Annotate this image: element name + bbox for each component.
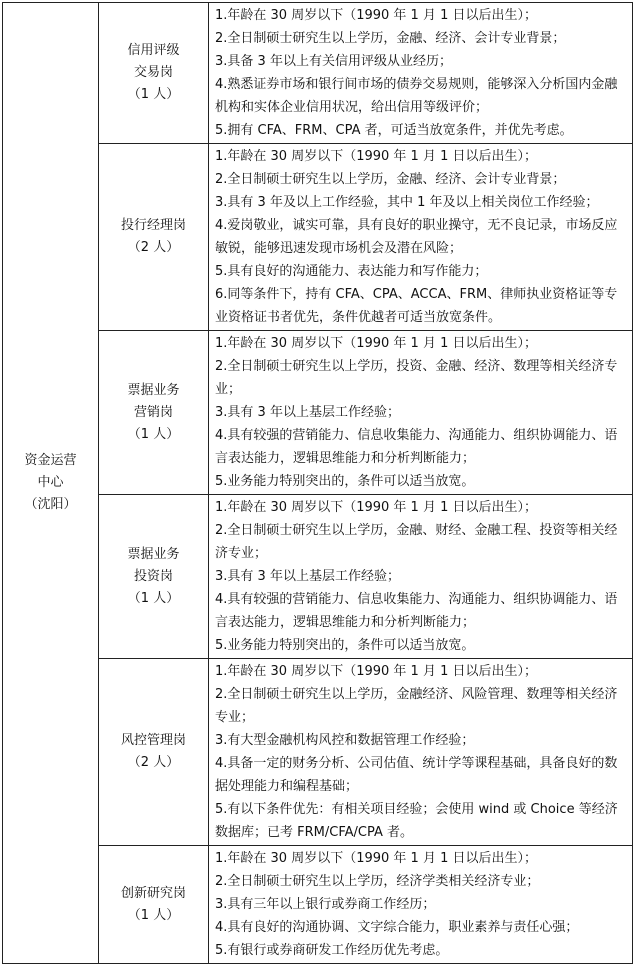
position-headcount: （1 人） (127, 87, 180, 102)
department-location: （沈阳） (24, 497, 77, 512)
position-title-line: 风控管理岗 (120, 733, 186, 748)
position-headcount: （1 人） (127, 426, 180, 442)
table-row (3, 3, 633, 144)
requirements-cell (209, 659, 633, 846)
position-title-line: 投行经理岗 (120, 218, 186, 233)
requirement-item: 1.年龄在 30 周岁以下（1990 年 1 月 1 日以后出生）； (215, 336, 537, 351)
position-headcount: （1 人） (127, 907, 180, 923)
department-name-line: 资金运营 (24, 453, 77, 468)
requirement-item: 4.具有良好的沟通协调、文字综合能力，职业素养与责任心强； (215, 920, 579, 935)
requirement-item: 2.全日制硕士研究生以上学历，金融经济、风险管理、数理等相关经济专业； (215, 687, 618, 725)
requirement-item: 1.年龄在 30 周岁以下（1990 年 1 月 1 日以后出生）； (215, 664, 537, 679)
position-title-line: 投资岗 (133, 568, 173, 584)
position-title-cell (99, 846, 209, 964)
position-title-line: 创新研究岗 (120, 885, 186, 901)
requirement-item: 2.全日制硕士研究生以上学历，金融、经济、会计专业背景； (215, 31, 566, 46)
position-title-line: 票据业务 (127, 382, 180, 398)
requirements-cell (209, 331, 633, 495)
requirement-item: 5.有银行或券商研发工作经历优先考虑。 (215, 943, 449, 958)
requirement-item: 5.业务能力特别突出的，条件可以适当放宽。 (215, 474, 475, 489)
position-title-line: 票据业务 (127, 546, 180, 562)
requirement-item: 1.年龄在 30 周岁以下（1990 年 1 月 1 日以后出生）； (215, 149, 537, 164)
requirement-item: 6.同等条件下，持有 CFA、CPA、ACCA、FRM、律师执业资格证等专业资格证书者优先，条件优越者可适当放宽条件。 (215, 287, 618, 325)
requirement-item: 1.年龄在 30 周岁以下（1990 年 1 月 1 日以后出生）； (215, 851, 537, 866)
requirement-item: 4.具有较强的营销能力、信息收集能力、沟通能力、组织协调能力、语言表达能力，逻辑思维能力和分析判断能力； (215, 428, 618, 466)
requirement-item: 5.有以下条件优先：有相关项目经验；会使用 wind 或 Choice 等经济数据库；已考 FRM/CFA/CPA 者。 (215, 802, 618, 840)
department-cell (3, 3, 99, 964)
requirement-item: 4.具备一定的财务分析、公司估值、统计学等课程基础，具备良好的数据处理能力和编程基础； (215, 756, 618, 794)
requirement-item: 5.业务能力特别突出的，条件可以适当放宽。 (215, 638, 475, 653)
requirement-item: 4.具有较强的营销能力、信息收集能力、沟通能力、组织协调能力、语言表达能力，逻辑思维能力和分析判断能力； (215, 592, 618, 630)
position-title-cell (99, 144, 209, 331)
position-headcount: （2 人） (127, 755, 180, 770)
requirement-item: 3.具有 3 年以上基层工作经验； (215, 569, 400, 584)
requirement-item: 4.熟悉证券市场和银行间市场的债券交易规则，能够深入分析国内金融机构和实体企业信用状况，给出信用等级评价； (215, 77, 618, 115)
requirement-item: 3.具有 3 年及以上工作经验，其中 1 年及以上相关岗位工作经验； (215, 195, 599, 210)
position-title-cell (99, 3, 209, 144)
position-title-cell (99, 331, 209, 495)
requirement-item: 1.年龄在 30 周岁以下（1990 年 1 月 1 日以后出生）； (215, 8, 537, 23)
position-title-line: 营销岗 (133, 404, 173, 420)
requirement-item: 3.具有三年以上银行或券商工作经历； (215, 897, 436, 912)
requirement-item: 5.具有良好的沟通能力、表达能力和写作能力； (215, 264, 488, 279)
requirements-cell (209, 495, 633, 659)
requirement-item: 5.拥有 CFA、FRM、CPA 者，可适当放宽条件，并优先考虑。 (215, 123, 573, 138)
position-headcount: （1 人） (127, 590, 180, 606)
requirement-item: 3.具备 3 年以上有关信用评级从业经历； (215, 54, 452, 69)
position-headcount: （2 人） (127, 240, 180, 255)
department-name-line: 中心 (37, 475, 64, 490)
requirements-cell (209, 144, 633, 331)
position-title-cell (99, 659, 209, 846)
position-title-line: 交易岗 (133, 65, 173, 80)
requirement-item: 2.全日制硕士研究生以上学历，金融、财经、金融工程、投资等相关经济专业； (215, 523, 618, 561)
requirements-cell (209, 3, 633, 144)
requirement-item: 3.具有 3 年以上基层工作经验； (215, 405, 400, 420)
requirement-item: 2.全日制硕士研究生以上学历，经济学类相关经济专业； (215, 874, 540, 889)
requirement-item: 1.年龄在 30 周岁以下（1990 年 1 月 1 日以后出生）； (215, 500, 537, 515)
recruitment-table (2, 2, 633, 964)
requirement-item: 4.爱岗敬业，诚实可靠，具有良好的职业操守，无不良记录，市场反应敏锐，能够迅速发现市场机会及潜在风险； (215, 218, 618, 256)
requirement-item: 2.全日制硕士研究生以上学历，投资、金融、经济、数理等相关经济专业； (215, 359, 618, 397)
requirement-item: 3.有大型金融机构风控和数据管理工作经验； (215, 733, 475, 748)
requirement-item: 2.全日制硕士研究生以上学历，金融、经济、会计专业背景； (215, 172, 566, 187)
position-title-line: 信用评级 (127, 43, 180, 58)
requirements-cell (209, 846, 633, 964)
position-title-cell (99, 495, 209, 659)
